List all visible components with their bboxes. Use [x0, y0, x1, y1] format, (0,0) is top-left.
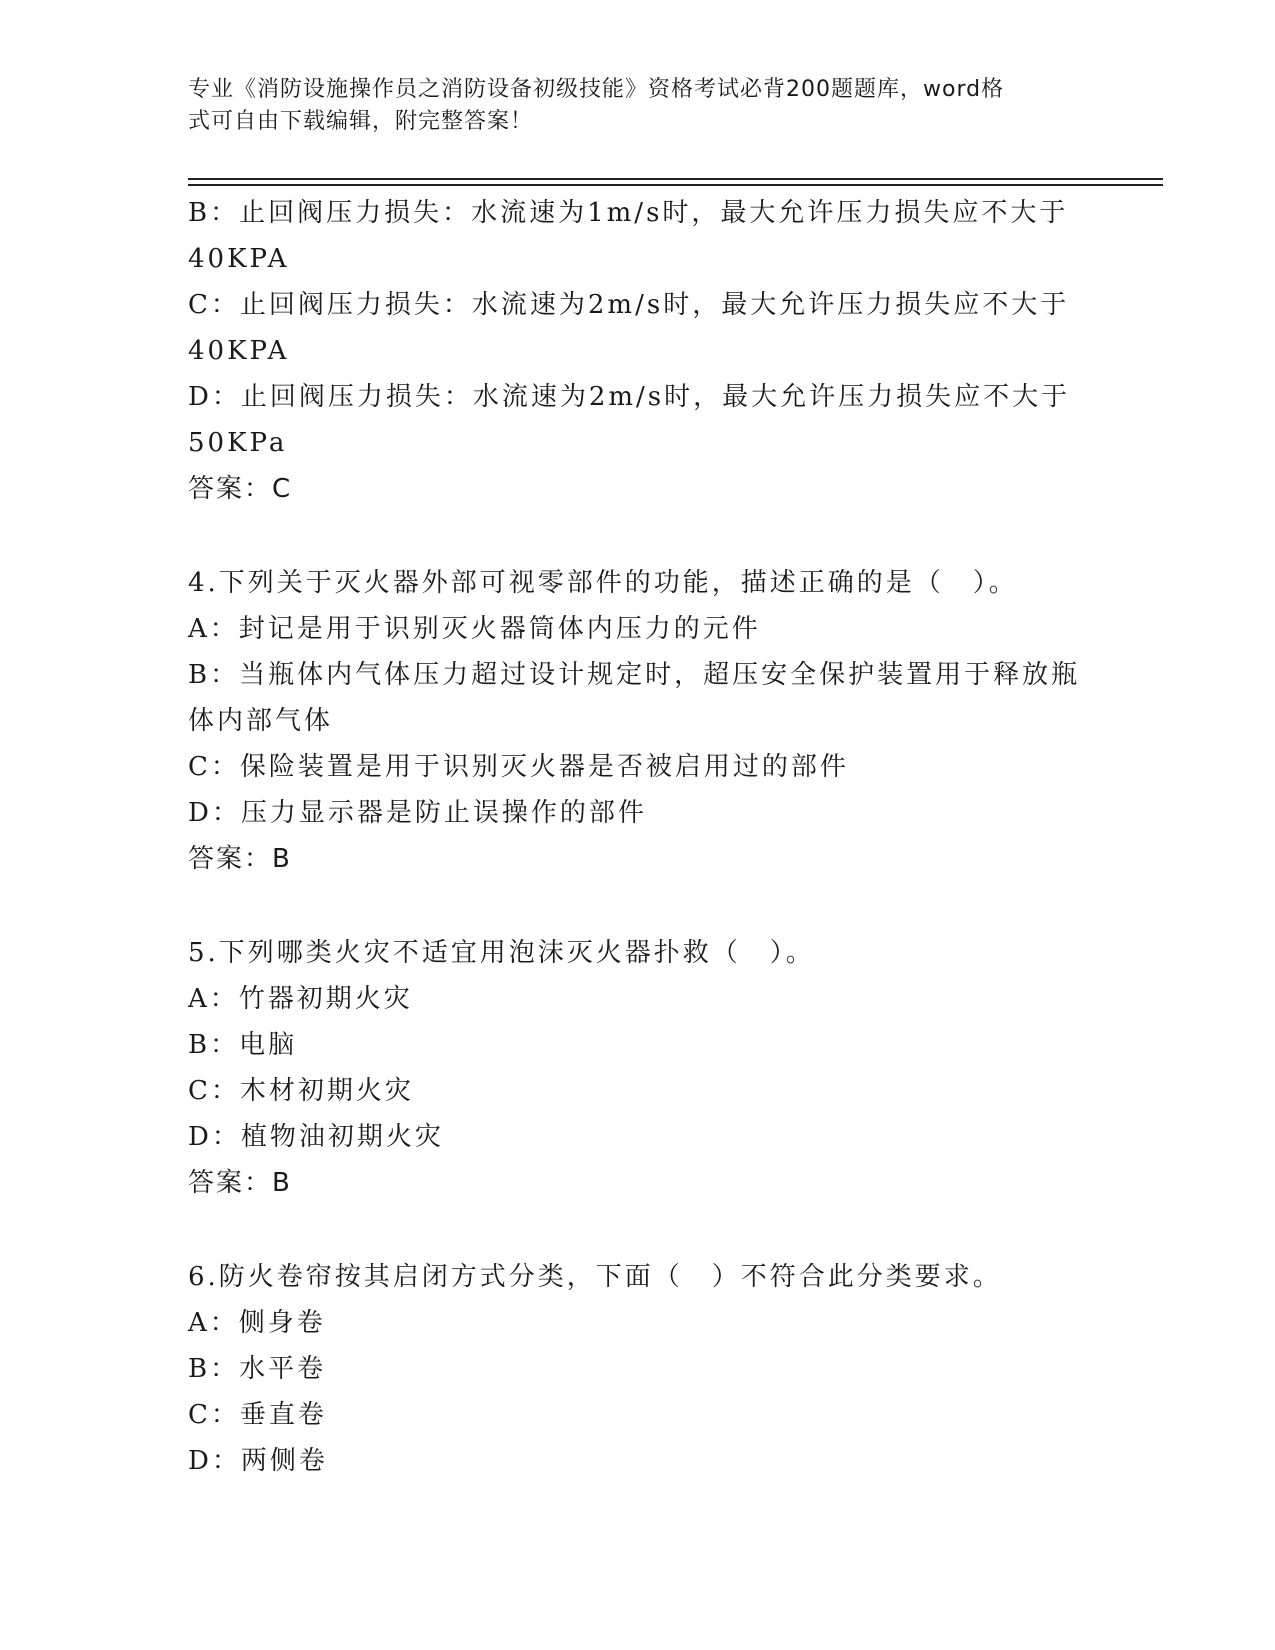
option-c-line-1: C：止回阀压力损失：水流速为2m/s时，最大允许压力损失应不大于	[188, 290, 1070, 320]
document-header	[188, 74, 1068, 138]
answer: 答案：C	[188, 474, 293, 504]
option-b: B：水平卷	[188, 1354, 327, 1384]
option-b-line-2: 体内部气体	[188, 706, 334, 736]
question-list	[188, 190, 1081, 1484]
question-stem: 4.下列关于灭火器外部可视零部件的功能，描述正确的是（ ）。	[188, 568, 1018, 598]
question-stem: 6.防火卷帘按其启闭方式分类，下面（ ）不符合此分类要求。	[188, 1262, 1002, 1292]
option-a: A：侧身卷	[188, 1308, 326, 1338]
answer: 答案：B	[188, 844, 292, 874]
header-line-1: 专业《消防设施操作员之消防设备初级技能》资格考试必背200题题库，word格	[188, 77, 1005, 102]
option-a: A：封记是用于识别灭火器筒体内压力的元件	[188, 614, 761, 644]
option-d: D：压力显示器是防止误操作的部件	[188, 798, 647, 828]
option-c: C：垂直卷	[188, 1400, 327, 1430]
header-divider-top	[188, 178, 1163, 180]
question-3	[188, 190, 1078, 512]
question-4	[188, 560, 1081, 882]
answer: 答案：B	[188, 1168, 292, 1198]
option-c: C：木材初期火灾	[188, 1076, 414, 1106]
header-divider-bottom	[188, 184, 1163, 186]
option-c-line-2: 40KPA	[188, 336, 290, 366]
option-d: D：两侧卷	[188, 1446, 328, 1476]
option-d: D：植物油初期火灾	[188, 1122, 444, 1152]
option-c: C：保险装置是用于识别灭火器是否被启用过的部件	[188, 752, 849, 782]
question-stem: 5.下列哪类火灾不适宜用泡沫灭火器扑救（ ）。	[188, 938, 815, 968]
question-6	[188, 1254, 1078, 1484]
option-b-line-1: B：当瓶体内气体压力超过设计规定时，超压安全保护装置用于释放瓶	[188, 660, 1081, 690]
option-b-line-2: 40KPA	[188, 244, 290, 274]
option-d-line-1: D：止回阀压力损失：水流速为2m/s时，最大允许压力损失应不大于	[188, 382, 1071, 412]
question-5	[188, 930, 1078, 1206]
option-a: A：竹器初期火灾	[188, 984, 413, 1014]
header-line-2: 式可自由下载编辑，附完整答案！	[188, 109, 534, 134]
option-b-line-1: B：止回阀压力损失：水流速为1m/s时，最大允许压力损失应不大于	[188, 198, 1069, 228]
option-b: B：电脑	[188, 1030, 298, 1060]
option-d-line-2: 50KPa	[188, 428, 288, 458]
